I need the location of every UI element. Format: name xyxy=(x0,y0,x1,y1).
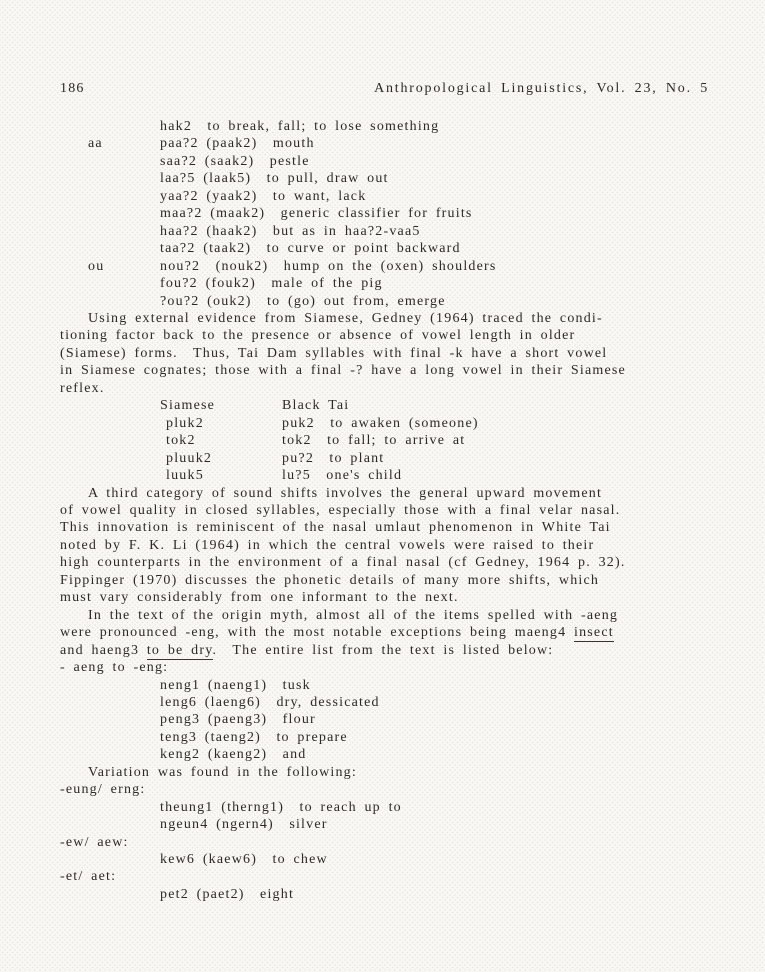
column-header-black-tai: Black Tai xyxy=(282,398,350,414)
shift-entry: leng6 (laeng6) dry, dessicated xyxy=(160,694,380,710)
vocab-row xyxy=(60,293,709,310)
siamese-form: tok2 xyxy=(166,433,196,449)
vowel-group-label xyxy=(88,170,160,187)
black-tai-form: lu?5 one's child xyxy=(282,468,403,484)
black-tai-form: tok2 to fall; to arrive at xyxy=(282,433,466,449)
cognate-table xyxy=(160,397,709,484)
shift-entry: teng3 (taeng2) to prepare xyxy=(160,729,348,745)
shift-entry: theung1 (therng1) to reach up to xyxy=(160,799,402,815)
vocab-row xyxy=(60,240,709,257)
shift-entry: keng2 (kaeng2) and xyxy=(160,747,307,763)
table-row xyxy=(160,450,709,467)
vocab-row xyxy=(60,188,709,205)
vocab-entry: hak2 to break, fall; to lose something xyxy=(160,119,440,134)
shift-heading-aeng: - aeng to -eng: xyxy=(60,660,169,676)
vocab-entry: ?ou?2 (ouk2) to (go) out from, emerge xyxy=(160,293,446,309)
paragraph-text: were pronounced -eng, with the most notable exceptions being maeng4 xyxy=(60,625,574,641)
vowel-group-label: ou xyxy=(88,258,105,274)
table-row xyxy=(160,467,709,484)
vocab-row xyxy=(60,135,709,152)
cognate-table-header xyxy=(160,397,709,414)
vowel-group-label xyxy=(88,275,160,292)
paragraph-line: in Siamese cognates; those with a final -? have a long vowel in their Siamese xyxy=(60,363,626,379)
variation-line: Variation was found in the following: xyxy=(88,764,357,780)
vocab-entry: maa?2 (maak2) generic classifier for fruits xyxy=(160,206,473,222)
vocab-entry: laa?5 (laak5) to pull, draw out xyxy=(160,171,389,187)
table-row xyxy=(160,415,709,432)
vocab-row xyxy=(60,118,709,135)
paragraph-line: must vary considerably from one informant to the next. xyxy=(60,590,459,606)
siamese-form: pluuk2 xyxy=(166,450,213,466)
vocab-entry: saa?2 (saak2) pestle xyxy=(160,153,310,169)
paragraph-line: noted by F. K. Li (1964) in which the central vowels were raised to their xyxy=(60,537,595,553)
vocab-row xyxy=(60,205,709,222)
siamese-form: pluk2 xyxy=(166,415,204,431)
paragraph-siamese-evidence xyxy=(60,310,709,397)
vowel-group-label xyxy=(88,188,160,205)
table-row xyxy=(160,432,709,449)
shift-entry: peng3 (paeng3) flour xyxy=(160,712,316,728)
vowel-group-label xyxy=(88,153,160,170)
vocab-entry: yaa?2 (yaak2) to want, lack xyxy=(160,188,367,204)
paragraph-text: . The entire list from the text is listed below: xyxy=(212,642,554,658)
paragraph-text: and haeng3 xyxy=(60,642,147,658)
vocab-entry: paa?2 (paak2) mouth xyxy=(160,136,315,152)
paragraph-origin-myth xyxy=(60,607,709,659)
paragraph-line: Fippinger (1970) discusses the phonetic details of many more shifts, which xyxy=(60,572,600,588)
vowel-group-label xyxy=(88,293,160,310)
vowel-group-label xyxy=(88,118,160,135)
vocab-entry: fou?2 (fouk2) male of the pig xyxy=(160,276,383,292)
paragraph-line: (Siamese) forms. Thus, Tai Dam syllables with final -k have a short vowel xyxy=(60,345,608,361)
vocab-row xyxy=(60,170,709,187)
black-tai-form: pu?2 to plant xyxy=(282,450,385,466)
page-header xyxy=(60,80,709,97)
shift-heading-eung-erng: -eung/ erng: xyxy=(60,782,146,798)
shift-entry: kew6 (kaew6) to chew xyxy=(160,852,328,868)
paragraph-third-category xyxy=(60,485,709,607)
vocab-row xyxy=(60,223,709,240)
paragraph-line: Using external evidence from Siamese, Gedney (1964) traced the condi- xyxy=(88,310,603,326)
shift-heading-et-aet: -et/ aet: xyxy=(60,869,117,885)
vowel-group-label xyxy=(88,223,160,240)
shift-entry: ngeun4 (ngern4) silver xyxy=(160,817,328,833)
paragraph-line: In the text of the origin myth, almost all of the items spelled with -aeng xyxy=(88,607,619,623)
column-header-siamese: Siamese xyxy=(160,398,216,414)
vocab-row xyxy=(60,153,709,170)
vocab-list-block xyxy=(60,118,709,310)
paragraph-line xyxy=(60,642,709,659)
vowel-group-label xyxy=(88,205,160,222)
vowel-group-label: aa xyxy=(88,136,103,152)
vocab-row xyxy=(60,258,709,275)
vocab-entry: haa?2 (haak2) but as in haa?2-vaa5 xyxy=(160,223,421,239)
paragraph-line: high counterparts in the environment of a final nasal (cf Gedney, 1964 p. 32). xyxy=(60,555,626,571)
paragraph-line: reflex. xyxy=(60,380,105,396)
paragraph-line: A third category of sound shifts involves the general upward movement xyxy=(88,485,603,501)
shift-lists-block xyxy=(60,659,709,903)
shift-heading-ew-aew: -ew/ aew: xyxy=(60,834,129,850)
vowel-group-label xyxy=(88,240,160,257)
paragraph-line: tioning factor back to the presence or absence of vowel length in older xyxy=(60,328,576,344)
black-tai-form: puk2 to awaken (someone) xyxy=(282,415,479,431)
vocab-entry: nou?2 (nouk2) hump on the (oxen) shoulders xyxy=(160,258,497,274)
vocab-row xyxy=(60,275,709,292)
underlined-gloss: to be dry xyxy=(146,642,213,658)
journal-title: Anthropological Linguistics, Vol. 23, No. 5 xyxy=(374,81,709,96)
siamese-form: luuk5 xyxy=(166,468,204,484)
vocab-entry: taa?2 (taak2) to curve or point backward xyxy=(160,241,461,257)
paragraph-line: of vowel quality in closed syllables, especially those with a final velar nasal. xyxy=(60,502,621,518)
paragraph-line: This innovation is reminiscent of the nasal umlaut phenomenon in White Tai xyxy=(60,520,611,536)
shift-entry: neng1 (naeng1) tusk xyxy=(160,677,311,693)
paragraph-line xyxy=(60,624,709,641)
page-number: 186 xyxy=(60,81,85,96)
underlined-gloss: insect xyxy=(573,625,614,641)
shift-entry: pet2 (paet2) eight xyxy=(160,886,295,902)
